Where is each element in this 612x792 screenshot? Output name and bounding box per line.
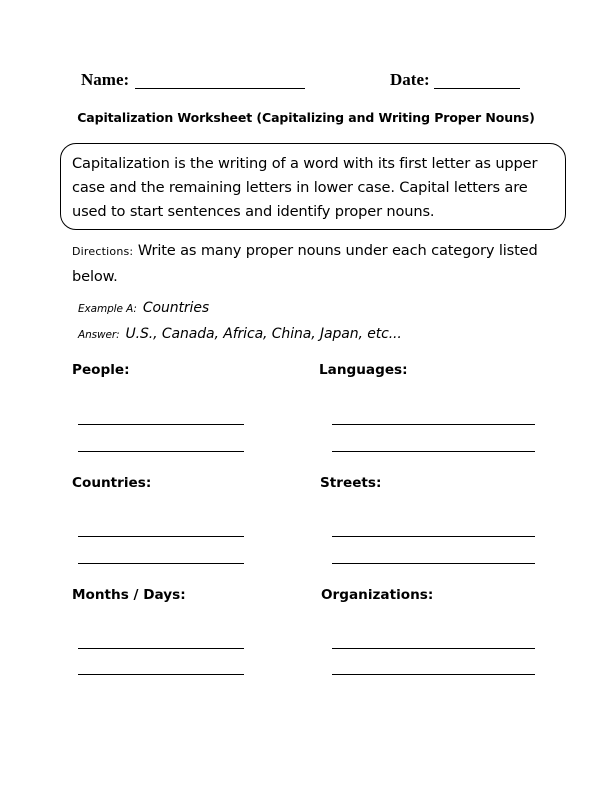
- name-field-line[interactable]: [135, 88, 305, 89]
- category-months-days: Months / Days:: [72, 587, 186, 603]
- category-countries: Countries:: [72, 475, 152, 491]
- directions-label: Directions:: [72, 245, 134, 258]
- directions: [72, 238, 552, 289]
- answer-line-months-days-2[interactable]: [78, 674, 244, 675]
- answer-line-organizations-2[interactable]: [332, 674, 535, 675]
- category-people: People:: [72, 362, 130, 378]
- example-label: Example A:: [78, 303, 137, 315]
- directions-text: Write as many proper nouns under each category listed below.: [72, 242, 538, 285]
- name-label: Name:: [81, 70, 130, 89]
- answer-value: U.S., Canada, Africa, China, Japan, etc...: [125, 326, 402, 342]
- example-row: [78, 300, 209, 316]
- answer-row: [78, 326, 402, 342]
- date-label: Date:: [390, 70, 430, 89]
- answer-label: Answer:: [78, 329, 120, 341]
- date-field-line[interactable]: [434, 88, 520, 89]
- answer-line-months-days-1[interactable]: [78, 648, 244, 649]
- answer-line-streets-2[interactable]: [332, 563, 535, 564]
- answer-line-people-1[interactable]: [78, 424, 244, 425]
- answer-line-countries-1[interactable]: [78, 536, 244, 537]
- example-value: Countries: [142, 300, 210, 316]
- category-streets: Streets:: [320, 475, 382, 491]
- answer-line-languages-2[interactable]: [332, 451, 535, 452]
- category-languages: Languages:: [319, 362, 408, 378]
- answer-line-organizations-1[interactable]: [332, 648, 535, 649]
- answer-line-countries-2[interactable]: [78, 563, 244, 564]
- definition-box: [60, 143, 566, 230]
- worksheet-title: Capitalization Worksheet (Capitalizing and Writing Proper Nouns): [77, 110, 535, 125]
- category-organizations: Organizations:: [321, 587, 434, 603]
- definition-text: Capitalization is the writing of a word with its first letter as upper case and the remaining letters in lower case. Capital letters are used to start sentences and identify proper nouns.: [72, 155, 538, 220]
- answer-line-streets-1[interactable]: [332, 536, 535, 537]
- header-row: [0, 70, 612, 94]
- answer-line-people-2[interactable]: [78, 451, 244, 452]
- answer-line-languages-1[interactable]: [332, 424, 535, 425]
